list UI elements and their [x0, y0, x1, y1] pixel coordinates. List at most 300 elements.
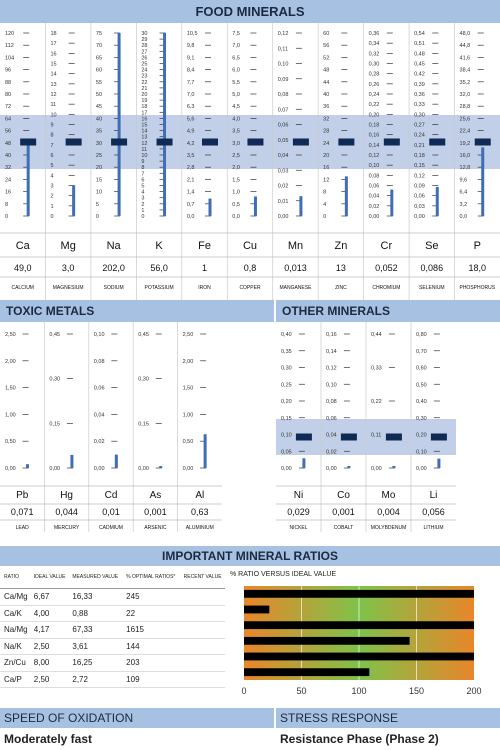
mineral-symbol: Pb [16, 490, 29, 501]
x-tick-label: 150 [408, 686, 425, 696]
tick-label: 0,12 [368, 153, 380, 159]
range-marker [296, 434, 312, 441]
tick-label: 40 [5, 153, 12, 159]
tick-label: 19,2 [459, 140, 471, 147]
other-minerals-header: OTHER MINERALS [276, 300, 500, 322]
tick-label: 6 [141, 177, 145, 184]
food-minerals-header: FOOD MINERALS [0, 0, 500, 23]
tick-label: 18 [141, 104, 148, 111]
mineral-symbol: Al [195, 490, 205, 501]
mineral-name: ALUMINIUM [185, 525, 214, 531]
tick-label: 35 [95, 128, 103, 135]
tick-label: 0,28 [368, 71, 380, 78]
tick-label: 0,08 [326, 399, 337, 405]
tick-label: 48,0 [459, 31, 471, 37]
mineral-symbol: Cr [380, 240, 393, 252]
tick-label: 48 [5, 140, 12, 147]
tick-label: 20 [141, 92, 148, 98]
tick-label: 0,22 [368, 102, 380, 109]
tick-label: 0,26 [368, 81, 380, 88]
tick-label: 5 [95, 201, 99, 208]
tick-label: 45 [95, 104, 103, 111]
tick-label: 10,5 [186, 31, 198, 37]
tick-label: 0,35 [281, 348, 292, 355]
tick-label: 0 [323, 214, 327, 220]
tick-label: 3,5 [186, 153, 195, 159]
tick-label: 0,06 [326, 415, 337, 422]
tick-label: 24 [141, 67, 148, 74]
tick-label: 24 [5, 177, 12, 184]
tick-label: 64 [5, 116, 12, 123]
tick-label: 25 [141, 61, 148, 68]
tick-label: 11 [141, 146, 148, 153]
tick-label: 0,40 [416, 399, 427, 405]
tick-label: 9,1 [186, 55, 195, 62]
x-tick-label: 100 [351, 686, 367, 696]
tick-label: 5 [50, 163, 54, 170]
range-marker [202, 139, 218, 146]
mineral-value: 0,013 [284, 263, 307, 273]
tick-label: 10 [95, 189, 103, 196]
tick-label: 0,00 [368, 214, 380, 220]
ideal-value: 4,17 [30, 622, 69, 639]
recent-value [180, 655, 225, 672]
mineral-symbol: Mn [287, 240, 304, 252]
tick-label: 38,4 [459, 67, 471, 74]
tick-label: 4 [50, 173, 54, 180]
ratio-bar [244, 653, 474, 661]
tick-label: 0,00 [281, 466, 292, 472]
level-bar [72, 186, 75, 217]
tick-label: 48 [323, 67, 330, 74]
measured-value: 16,33 [68, 589, 122, 606]
range-marker [293, 139, 309, 146]
tick-label: 0,00 [5, 466, 16, 472]
mineral-value: 0,004 [377, 507, 400, 517]
tick-label: 0,11 [371, 432, 382, 439]
tick-label: 0,36 [414, 92, 425, 98]
ratio-bar [244, 590, 474, 598]
tick-label: 20 [95, 165, 103, 172]
tick-label: 15 [141, 122, 148, 129]
level-bar [302, 458, 305, 468]
tick-label: 0,06 [277, 122, 289, 129]
mineral-name: CADMIUM [99, 525, 123, 531]
tick-label: 9,6 [459, 177, 468, 184]
mineral-value: 0,056 [422, 507, 445, 517]
tick-label: 1 [141, 207, 145, 214]
tick-label: 1,50 [5, 385, 16, 392]
tick-label: 0,10 [368, 163, 380, 170]
tick-label: 3,0 [232, 140, 240, 147]
range-marker [247, 139, 263, 146]
tick-label: 0,20 [368, 112, 380, 119]
tick-label: 0,51 [414, 41, 425, 48]
level-bar [390, 190, 393, 216]
ratio-name: Na/K [0, 638, 30, 655]
tick-label: 16 [5, 189, 12, 196]
mineral-name: COBALT [333, 525, 354, 531]
tick-label: 0,12 [326, 365, 337, 372]
tick-label: 32,0 [459, 92, 471, 98]
mineral-value: 13 [335, 263, 346, 273]
other-minerals-chart [276, 322, 500, 532]
level-bar [209, 199, 212, 216]
table-row [0, 622, 225, 639]
tick-label: 11 [50, 102, 57, 109]
tick-label: 6,0 [232, 67, 240, 74]
tick-label: 0,24 [414, 132, 425, 139]
tick-label: 2,50 [182, 332, 194, 338]
tick-label: 0,08 [93, 358, 105, 365]
level-bar [392, 466, 395, 468]
range-marker [341, 434, 357, 441]
tick-label: 10 [50, 112, 57, 119]
mineral-value: 0,029 [287, 507, 310, 517]
tick-label: 0,00 [416, 466, 427, 472]
level-bar [26, 464, 29, 468]
tick-label: 7 [50, 142, 54, 149]
tick-label: 2,0 [232, 165, 240, 172]
x-tick-label: 200 [466, 686, 482, 696]
tick-label: 27 [141, 49, 148, 56]
tick-label: 25 [95, 153, 103, 159]
tick-label: 50 [95, 92, 103, 98]
measured-value: 67,33 [68, 622, 122, 639]
recent-value [180, 589, 225, 606]
tick-label: 6,4 [459, 189, 468, 196]
level-bar [27, 141, 30, 216]
tick-label: 6,5 [232, 55, 240, 62]
tick-label: 0,05 [281, 449, 292, 456]
tick-label: 0,15 [138, 421, 149, 428]
tick-label: 0,04 [277, 153, 289, 159]
tick-label: 1 [50, 203, 54, 210]
ratio-bar [244, 606, 269, 614]
stress-value: Resistance Phase (Phase 2) [280, 732, 439, 746]
tick-label: 0,14 [368, 142, 380, 149]
tick-label: 120 [5, 31, 15, 37]
tick-label: 0,03 [277, 168, 289, 175]
tick-label: 0,30 [368, 61, 380, 68]
range-marker [386, 434, 402, 441]
tick-label: 32 [5, 165, 12, 172]
ratio-bar [244, 637, 410, 645]
tick-label: 0,33 [414, 102, 425, 109]
tick-label: 21 [141, 85, 148, 92]
tick-label: 2,5 [232, 153, 240, 159]
tick-label: 0,05 [277, 137, 289, 144]
tick-label: 0,04 [93, 412, 105, 419]
tick-label: 0,50 [416, 382, 427, 389]
tick-label: 60 [323, 31, 330, 37]
tick-label: 28 [141, 43, 148, 50]
ideal-value: 6,67 [30, 589, 69, 606]
mineral-symbol: Cu [242, 240, 258, 252]
tick-label: 28,8 [459, 104, 471, 111]
mineral-symbol: Ni [293, 490, 304, 501]
level-bar [115, 455, 118, 468]
ratio-chart-title: % RATIO VERSUS IDEAL VALUE [230, 571, 337, 578]
mineral-name: ZINC [335, 285, 347, 291]
x-tick-label: 50 [296, 686, 307, 696]
tick-label: 26 [141, 55, 148, 62]
tick-label: 0,27 [414, 122, 425, 129]
tick-label: 4 [323, 201, 327, 208]
tick-label: 32 [323, 116, 330, 123]
tick-label: 0,11 [277, 46, 289, 53]
tick-label: 56 [5, 128, 12, 135]
mineral-value: 0,086 [420, 263, 444, 273]
tick-label: 0,02 [326, 449, 337, 456]
tick-label: 0,5 [232, 201, 240, 208]
measured-value: 3,61 [68, 638, 122, 655]
ratio-name: Ca/Mg [0, 589, 30, 606]
ratio-name: Na/Mg [0, 622, 30, 639]
tick-label: 12 [50, 92, 57, 98]
tick-label: 20 [323, 153, 330, 159]
mineral-name: POTASSIUM [144, 285, 174, 291]
tick-label: 13 [141, 134, 148, 141]
tick-label: 0,09 [414, 183, 425, 190]
tick-label: 8,4 [186, 67, 195, 74]
tick-label: 3 [50, 183, 54, 190]
tick-label: 0,80 [416, 332, 427, 338]
tick-label: 16,0 [459, 153, 471, 159]
tick-label: 0,60 [416, 365, 427, 372]
table-row [0, 655, 225, 672]
tick-label: 22 [141, 79, 148, 86]
tick-label: 13 [50, 81, 57, 88]
mineral-symbol: Zn [334, 240, 348, 252]
tick-label: 0,00 [371, 466, 382, 472]
tick-label: 0 [95, 214, 99, 220]
tick-label: 56 [323, 43, 330, 50]
level-bar [159, 466, 162, 468]
pct-value: 22 [122, 605, 180, 622]
ratio-name: Zn/Cu [0, 655, 30, 672]
mineral-ratios-header: IMPORTANT MINERAL RATIOS [0, 546, 500, 566]
mineral-value: 0,001 [332, 507, 355, 517]
mineral-name: NICKEL [289, 525, 308, 531]
tick-label: 9,8 [186, 43, 195, 50]
tick-label: 41,6 [459, 55, 471, 62]
tick-label: 2,50 [5, 332, 16, 338]
mineral-name: LEAD [15, 525, 29, 531]
recent-value [180, 622, 225, 639]
level-bar [347, 466, 350, 468]
stress-header: STRESS RESPONSE [276, 708, 500, 728]
tick-label: 2,00 [5, 358, 16, 365]
tick-label: 0,16 [326, 332, 337, 338]
tick-label: 0,45 [138, 332, 149, 338]
level-bar [70, 455, 73, 468]
level-bar [345, 176, 348, 216]
tick-label: 0,44 [371, 332, 382, 338]
tick-label: 4,2 [186, 140, 195, 147]
tick-label: 0,14 [326, 348, 337, 355]
tick-label: 18 [50, 31, 57, 37]
range-marker [429, 139, 445, 146]
tick-label: 0,16 [368, 132, 380, 139]
pct-value: 245 [122, 589, 180, 606]
tick-label: 0,00 [414, 214, 425, 220]
mineral-symbol: Se [425, 240, 439, 252]
col-ideal: IDEAL VALUE [30, 566, 69, 589]
mineral-symbol: P [473, 240, 481, 252]
level-bar [437, 459, 440, 468]
tick-label: 0,06 [414, 193, 425, 200]
tick-label: 0,30 [49, 376, 61, 383]
tick-label: 0,02 [277, 183, 289, 190]
tick-label: 1,50 [182, 385, 194, 392]
tick-label: 0,32 [368, 51, 380, 58]
col-measured: MEASURED VALUE [68, 566, 122, 589]
tick-label: 0,00 [138, 466, 149, 472]
tick-label: 2,8 [186, 165, 195, 172]
tick-label: 0,10 [416, 449, 427, 456]
mineral-value: 202,0 [102, 263, 125, 273]
tick-label: 5,6 [186, 116, 195, 123]
tick-label: 22,4 [459, 128, 471, 135]
mineral-name: CHROMIUM [372, 285, 401, 291]
tick-label: 104 [5, 55, 15, 62]
tick-label: 0,00 [182, 466, 194, 472]
mineral-value: 0,63 [191, 507, 209, 517]
tick-label: 0,10 [277, 61, 289, 68]
tick-label: 0,01 [277, 198, 289, 205]
mineral-symbol: Co [337, 490, 350, 501]
range-marker [66, 139, 82, 146]
tick-label: 0,10 [93, 332, 105, 338]
mineral-symbol: Mg [60, 240, 76, 252]
tick-label: 75 [95, 31, 103, 37]
tick-label: 7,5 [232, 31, 240, 37]
tick-label: 35,2 [459, 79, 471, 86]
tick-label: 52 [323, 55, 330, 62]
tick-label: 30 [141, 31, 148, 37]
mineral-name: MAGNESIUM [52, 285, 84, 291]
tick-label: 44 [323, 79, 330, 86]
tick-label: 12,8 [459, 165, 471, 172]
tick-label: 15 [50, 61, 57, 68]
tick-label: 0,40 [281, 332, 292, 338]
range-marker [338, 139, 354, 146]
tick-label: 0,48 [414, 51, 425, 58]
tick-label: 0,03 [414, 203, 425, 210]
range-marker [157, 139, 173, 146]
tick-label: 0,0 [232, 214, 240, 220]
tick-label: 0 [141, 214, 145, 220]
mineral-value: 0,044 [55, 507, 78, 517]
recent-value [180, 638, 225, 655]
level-bar [118, 33, 121, 216]
tick-label: 0,20 [281, 399, 292, 405]
tick-label: 72 [5, 104, 12, 111]
mineral-value: 18,0 [468, 263, 487, 273]
tick-label: 44,8 [459, 43, 471, 50]
tick-label: 8 [323, 189, 327, 196]
tick-label: 14 [50, 71, 57, 78]
tick-label: 0,33 [371, 365, 382, 372]
tick-label: 6 [50, 153, 54, 159]
tick-label: 30 [95, 140, 103, 147]
tick-label: 5,0 [232, 92, 240, 98]
tick-label: 40 [95, 116, 103, 123]
tick-label: 0,0 [459, 214, 468, 220]
tick-label: 40 [323, 92, 330, 98]
tick-label: 19 [141, 98, 148, 105]
tick-label: 12 [323, 177, 330, 184]
level-bar [481, 147, 484, 216]
tick-label: 16 [141, 116, 148, 123]
mineral-value: 1 [202, 263, 208, 273]
col-ratio: RATIO [0, 566, 30, 589]
ratio-name: Ca/P [0, 671, 30, 688]
tick-label: 7,0 [186, 92, 195, 98]
col-pct: % OPTIMAL RATIOS* [122, 566, 180, 589]
pct-value: 109 [122, 671, 180, 688]
mineral-value: 0,071 [10, 507, 34, 517]
tick-label: 2,00 [182, 358, 194, 365]
tick-label: 0,70 [416, 348, 427, 355]
tick-label: 0,36 [368, 31, 380, 37]
tick-label: 0,45 [414, 61, 425, 68]
ratio-bar [244, 621, 474, 629]
tick-label: 0,09 [277, 76, 289, 83]
tick-label: 10 [141, 153, 148, 159]
tick-label: 70 [95, 43, 103, 50]
tick-label: 9 [141, 159, 145, 166]
ideal-value: 2,50 [30, 671, 69, 688]
toxic-metals-header: TOXIC METALS [0, 300, 274, 322]
tick-label: 0,06 [93, 385, 105, 392]
mineral-value: 0,001 [144, 507, 167, 517]
tick-label: 0,30 [138, 376, 149, 383]
tick-label: 7,7 [186, 79, 195, 86]
mineral-name: MANGANESE [279, 285, 312, 291]
mineral-symbol: K [155, 240, 163, 252]
measured-value: 2,72 [68, 671, 122, 688]
tick-label: 36 [323, 104, 330, 111]
tick-label: 0,00 [277, 214, 289, 220]
tick-label: 0,21 [414, 142, 425, 149]
tick-label: 14 [141, 128, 148, 135]
tick-label: 29 [141, 37, 148, 44]
toxic-metals-chart [0, 322, 222, 532]
tick-label: 12 [141, 140, 148, 147]
mineral-symbol: Li [429, 490, 438, 501]
tick-label: 0,50 [182, 439, 194, 446]
tick-label: 2,1 [186, 177, 195, 184]
tick-label: 88 [5, 79, 12, 86]
tick-label: 80 [5, 92, 12, 98]
tick-label: 16 [323, 165, 330, 172]
tick-label: 0,34 [368, 41, 380, 48]
tick-label: 1,5 [232, 177, 240, 184]
level-bar [204, 434, 207, 468]
tick-label: 0,02 [93, 439, 105, 446]
tick-label: 96 [5, 67, 12, 74]
x-tick-label: 0 [241, 686, 247, 696]
tick-label: 0,06 [368, 183, 380, 190]
tick-label: 1,0 [232, 189, 240, 196]
mineral-value: 0,052 [375, 263, 398, 273]
ideal-value: 4,00 [30, 605, 69, 622]
tick-label: 0,02 [368, 203, 380, 210]
tick-label: 7 [141, 171, 145, 178]
tick-label: 6,3 [186, 104, 195, 111]
